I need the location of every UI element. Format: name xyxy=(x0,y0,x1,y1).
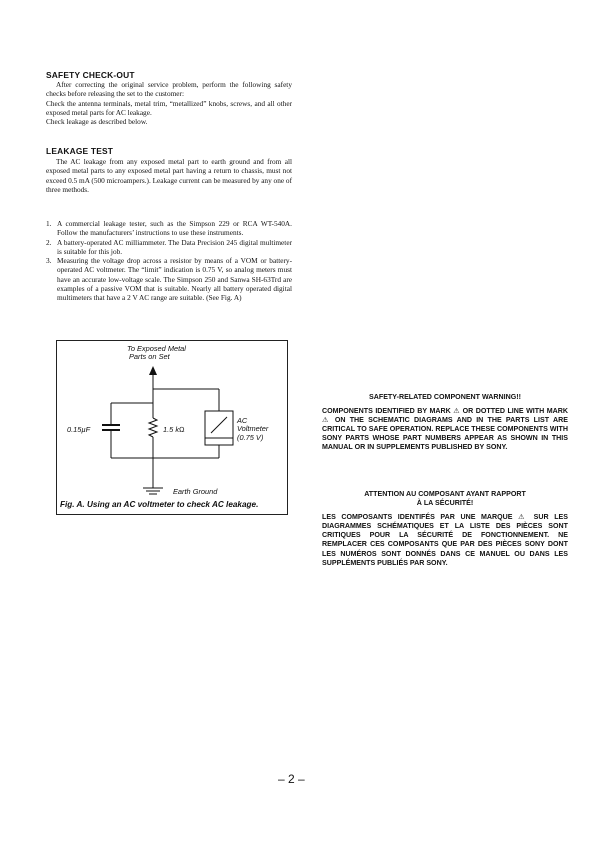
safety-warning-english xyxy=(322,393,568,453)
safety-checkout-line-3: Check leakage as described below. xyxy=(46,117,148,127)
resistor-zigzag xyxy=(149,418,157,437)
method-item xyxy=(46,238,292,257)
ground-label: Earth Ground xyxy=(173,487,218,496)
probe-arrow xyxy=(149,366,157,375)
method-text: Measuring the voltage drop across a resistor by means of a VOM or battery-operated AC voltmeter. The “limit” indication is 0.75 V, so analog meters must have an accurate low-voltage scale. The Simpson 250 and Sanwa SH-63Trd are examples of a passive VOM that is suitable. Nearly all battery operated digital multimeters that have a 2 V AC range are suitable. (See Fig. A) xyxy=(57,256,292,303)
capacitor-label: 0.15µF xyxy=(67,425,91,434)
method-number: 2. xyxy=(46,237,52,247)
leakage-methods-list xyxy=(46,219,292,303)
probe-label xyxy=(127,345,186,362)
safety-checkout-heading: SAFETY CHECK-OUT xyxy=(46,70,135,80)
warning-fr-title-2: À LA SÉCURITÉ! xyxy=(416,499,474,508)
voltmeter-label-line-2: Voltmeter xyxy=(237,424,269,434)
warning-title: SAFETY-RELATED COMPONENT WARNING!! xyxy=(369,393,521,401)
safety-checkout-line-1: After correcting the original service problem, perform the following safety checks before releasing the set to the customer: xyxy=(46,80,292,99)
leakage-test-intro xyxy=(46,157,292,194)
method-item xyxy=(46,256,292,302)
probe-label-line-1: To Exposed Metal xyxy=(127,344,186,353)
voltmeter-needle xyxy=(211,417,227,433)
warning-body: COMPONENTS IDENTIFIED BY MARK ⚠ OR DOTTED LINE WITH MARK ⚠ ON THE SCHEMATIC DIAGRAMS AND IN THE PARTS LIST ARE CRITICAL TO SAFE OPERATION. REPLACE THESE COMPONENTS WITH SONY PARTS WHOSE PART NUMBERS APPEAR AS SHOWN IN THIS MANUAL OR IN SUPPLEMENTS PUBLISHED BY SONY. xyxy=(322,407,568,452)
safety-warning-french xyxy=(322,490,568,568)
voltmeter-label-line-3: (0.75 V) xyxy=(237,432,264,442)
page-number: – 2 – xyxy=(278,772,305,786)
figure-a xyxy=(56,340,288,515)
voltmeter-label-line-1: AC xyxy=(237,416,248,425)
voltmeter-label xyxy=(237,417,268,442)
method-text: A commercial leakage tester, such as the Simpson 229 or RCA WT-540A. Follow the manufacturers’ instructions to use these instruments. xyxy=(57,219,292,238)
warning-fr-body: LES COMPOSANTS IDENTIFÉS PAR UNE MARQUE ⚠ SUR LES DIAGRAMMES SCHÉMATIQUES ET LA LISTE DES PIÈCES SONT CRITIQUES POUR LA SÉCURITÉ DE FONCTIONNEMENT. NE REMPLACER CES COMPOSANTS QUE PAR DES PIÈCES SONY DONT LES NUMÉROS SONT DONNÉS DANS CE MANUEL OU DANS LES SUPPLÉMENTS PUBLIÉS PAR SONY. xyxy=(322,513,568,567)
warning-fr-title-1: ATTENTION AU COMPOSANT AYANT RAPPORT xyxy=(364,490,526,498)
method-item xyxy=(46,219,292,238)
method-number: 1. xyxy=(46,219,52,228)
voltmeter-box xyxy=(205,411,233,445)
resistor-label: 1.5 kΩ xyxy=(163,425,185,434)
leakage-intro-text: The AC leakage from any exposed metal part to earth ground and from all exposed metal parts to any exposed metal part having a return to chassis, must not exceed 0.5 mA (500 microampers.). Leakage current can be measured by any one of three methods. xyxy=(46,157,292,194)
safety-checkout-line-2: Check the antenna terminals, metal trim, “metallized” knobs, screws, and all other exposed metal parts for AC leakage. xyxy=(46,98,292,117)
figure-caption: Fig. A. Using an AC voltmeter to check AC leakage. xyxy=(60,500,259,509)
method-number: 3. xyxy=(46,256,52,266)
safety-checkout-text xyxy=(46,80,292,126)
leakage-test-heading: LEAKAGE TEST xyxy=(46,146,114,156)
method-text: A battery-operated AC milliammeter. The Data Precision 245 digital multimeter is suitable for this job. xyxy=(57,237,292,256)
probe-label-line-2: Parts on Set xyxy=(129,352,170,362)
